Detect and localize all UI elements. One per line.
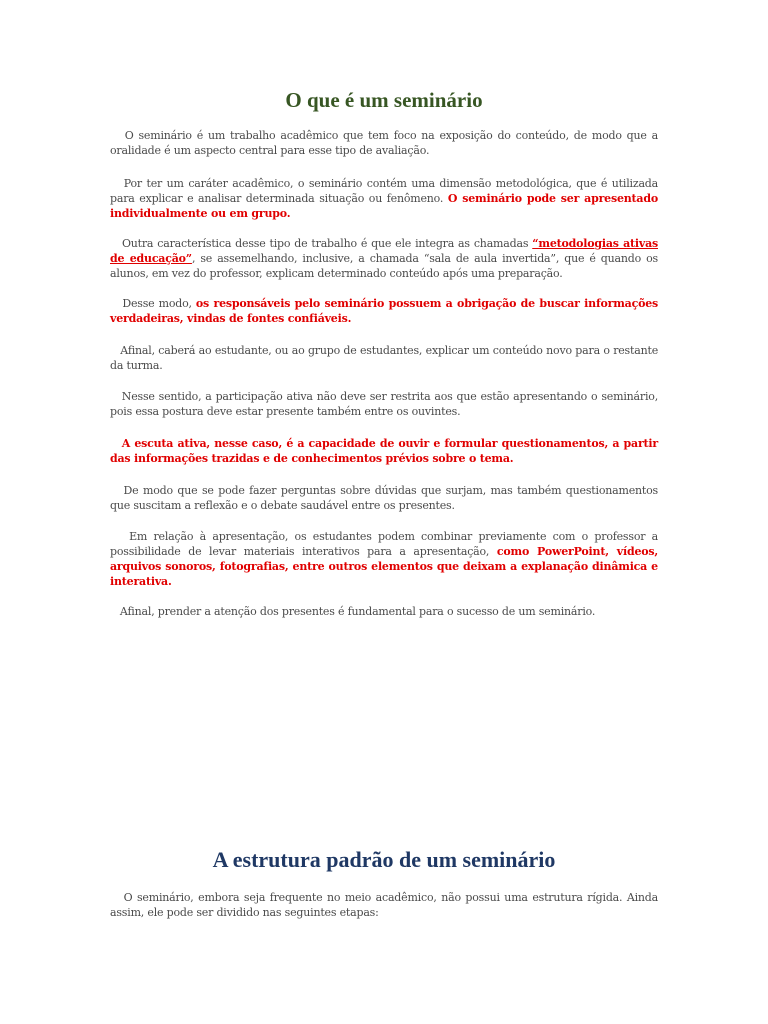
paragraph-text: Afinal, prender a atenção dos presentes é fundamental para o sucesso de um seminário. [119,605,596,618]
highlight-text: A escuta ativa, nesse caso, é a capacidade de ouvir e formular questionamentos, a partir das informações trazidas e de conhecimentos prévios sobre o tema. [110,437,658,465]
highlight-text: os responsáveis pelo seminário possuem a obrigação de buscar informações verdadeiras, vindas de fontes confiáveis. [110,297,659,325]
section-title: A estrutura padrão de um seminário [212,847,556,872]
paragraph-text: O seminário é um trabalho acadêmico que tem foco na exposição do conteúdo, de modo que a oralidade é um aspecto central para esse tipo de avaliação. [110,129,658,157]
paragraph-text: Por ter um caráter acadêmico, o seminário contém uma dimensão metodológica, que é utilizada para explicar e analisar determinada situação ou fenômeno. [110,177,658,205]
paragraph-text: O seminário, embora seja frequente no meio acadêmico, não possui uma estrutura rígida. Ainda assim, ele pode ser dividido nas seguintes etapas: [110,891,659,919]
paragraph [110,436,658,466]
paragraph-text: Nesse sentido, a participação ativa não deve ser restrita aos que estão apresentando o seminário, pois essa postura deve estar presente também entre os ouvintes. [110,390,658,418]
highlight-text: como PowerPoint, vídeos, arquivos sonoros, fotografias, entre outros elementos que deixam a explanação dinâmica e interativa. [110,545,659,588]
highlight-text: “metodologias ativas de educação” [110,237,658,265]
paragraph [110,483,658,513]
highlight-text: O seminário pode ser apresentado individualmente ou em grupo. [110,192,658,220]
paragraph-text: Desse modo, [122,297,196,310]
section-title: O que é um seminário [285,88,483,112]
paragraph-text: Em relação à apresentação, os estudantes podem combinar previamente com o professor a possibilidade de levar materiais interativos para a apresentação, [110,530,659,558]
paragraph [110,296,658,326]
paragraph [110,890,658,920]
paragraph-text: Outra característica desse tipo de trabalho é que ele integra as chamadas [121,237,533,250]
paragraph [110,343,658,373]
paragraph-text: , se assemelhando, inclusive, a chamada “sala de aula invertida”, que é quando os alunos, em vez do professor, explicam determinado conteúdo após uma preparação. [110,252,658,280]
paragraph [110,604,658,619]
paragraph [110,128,658,158]
paragraph [110,529,658,589]
paragraph-text: Afinal, caberá ao estudante, ou ao grupo de estudantes, explicar um conteúdo novo para o restante da turma. [110,344,659,372]
paragraph-text: De modo que se pode fazer perguntas sobre dúvidas que surjam, mas também questionamentos que suscitam a reflexão e o debate saudável entre os presentes. [110,484,659,512]
paragraph [110,389,658,419]
paragraph [110,236,658,281]
paragraph [110,176,658,221]
